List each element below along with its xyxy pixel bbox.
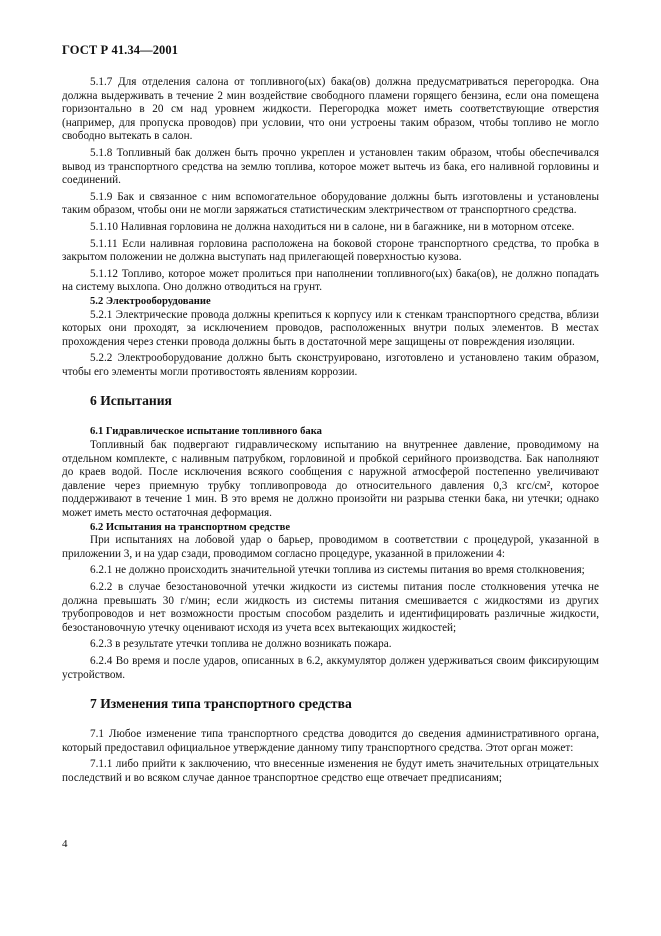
paragraph-5-1-11: 5.1.11 Если наливная горловина расположена на боковой стороне транспортного средства, то пробка в закрытом положении не должна выступать над прилегающей поверхностью кузова. [62, 237, 599, 264]
page-number: 4 [62, 838, 68, 850]
section-heading-7: 7 Изменения типа транспортного средства [90, 696, 352, 712]
paragraph-7-1: 7.1 Любое изменение типа транспортного средства доводится до сведения административного органа, который предоставил официальное утверждение данному типу транспортного средства. Этот орган может: [62, 728, 599, 754]
paragraph-5-2-1: 5.2.1 Электрические провода должны крепиться к корпусу или к стенкам транспортного средства, вблизи которых они проходят, за исключением проводов, расположенных внутри полых элементов. В местах прохождения через стенки провода должны быть в достаточной мере защищены от повреждения изоляции. [62, 308, 599, 348]
paragraph-5-1-12: 5.1.12 Топливо, которое может пролиться при наполнении топливного(ых) бака(ов), не должно попадать на систему выхлопа. Оно должно отводиться на грунт. [62, 267, 599, 294]
paragraph-6-2-3: 6.2.3 в результате утечки топлива не должно возникать пожара. [90, 638, 392, 651]
document-body [62, 76, 599, 786]
paragraph-6-2-2: 6.2.2 в случае безостановочной утечки жидкости из системы питания после столкновения утечка не должна превышать 30 г/мин; если жидкость из системы питания смешивается с жидкостями из других трубопроводов и нет возможности простым способом разделить и идентифицировать различные жидкости, безостановочную утечку оценивают исходя из учета всех вытекающих жидкостей; [62, 581, 599, 634]
paragraph-5-1-8: 5.1.8 Топливный бак должен быть прочно укреплен и установлен таким образом, чтобы обеспечивался вывод из транспортного средства на землю топлива, которое может вытечь из бака, его наливной горловины и соединений. [62, 146, 599, 187]
section-heading-6: 6 Испытания [90, 393, 172, 409]
paragraph-5-2-2: 5.2.2 Электрооборудование должно быть сконструировано, изготовлено и установлено таким образом, чтобы его элементы могли противостоять явлениям коррозии. [62, 352, 599, 378]
subsection-heading-5-2: 5.2 Электрооборудование [90, 295, 211, 307]
paragraph-5-1-7: 5.1.7 Для отделения салона от топливного(ых) бака(ов) должна предусматриваться перегородка. Она должна выдерживать в течение 2 мин воздействие свободного пламени горящего бензина, если она помещена горизонтально в 20 см над уровнем жидкости. Перегородка может иметь соответствующие отверстия (например, для пропуска проводов) при условии, что они устроены таким образом, чтобы топливо не могло свободно вытекать в салон. [62, 76, 599, 143]
paragraph-5-1-9: 5.1.9 Бак и связанное с ним вспомогательное оборудование должны быть изготовлены и установлены таким образом, чтобы они не могли заряжаться статистическим электричеством от транспортного средства. [62, 190, 599, 217]
paragraph-6-1: Топливный бак подвергают гидравлическому испытанию на внутреннее давление, проводимому на отдельном комплекте, с наливным патрубком, горловиной и пробкой серийного производства. Бак наполняют до краев водой. После исключения всякого сообщения с наружной атмосферой постепенно увеличивают давление через приемную трубку топливопровода до относительного давления 0,3 кгс/см², которое поддерживают в течение 1 мин. В это время не должно произойти ни разрыва стенки бака, ни утечки; однако может иметь место остаточная деформация. [62, 439, 599, 520]
paragraph-7-1-1: 7.1.1 либо прийти к заключению, что внесенные изменения не будут иметь значительных отрицательных последствий и во всяком случае данное транспортное средство еще отвечает предписаниям; [62, 758, 599, 784]
document-header: ГОСТ Р 41.34—2001 [62, 43, 179, 57]
paragraph-6-2: При испытаниях на лобовой удар о барьер, проводимом в соответствии с процедурой, указанной в приложении 3, и на удар сзади, проводимом согласно процедуре, указанной в приложении 4: [62, 534, 599, 560]
paragraph-5-1-10: 5.1.10 Наливная горловина не должна находиться ни в салоне, ни в багажнике, ни в моторном отсеке. [90, 220, 575, 233]
paragraph-6-2-4: 6.2.4 Во время и после ударов, описанных в 6.2, аккумулятор должен удерживаться своим фиксирующим устройством. [62, 654, 599, 681]
paragraph-6-2-1: 6.2.1 не должно происходить значительной утечки топлива из системы питания во время столкновения; [90, 564, 585, 577]
subsection-heading-6-1: 6.1 Гидравлическое испытание топливного бака [90, 426, 322, 438]
subsection-heading-6-2: 6.2 Испытания на транспортном средстве [90, 521, 291, 533]
